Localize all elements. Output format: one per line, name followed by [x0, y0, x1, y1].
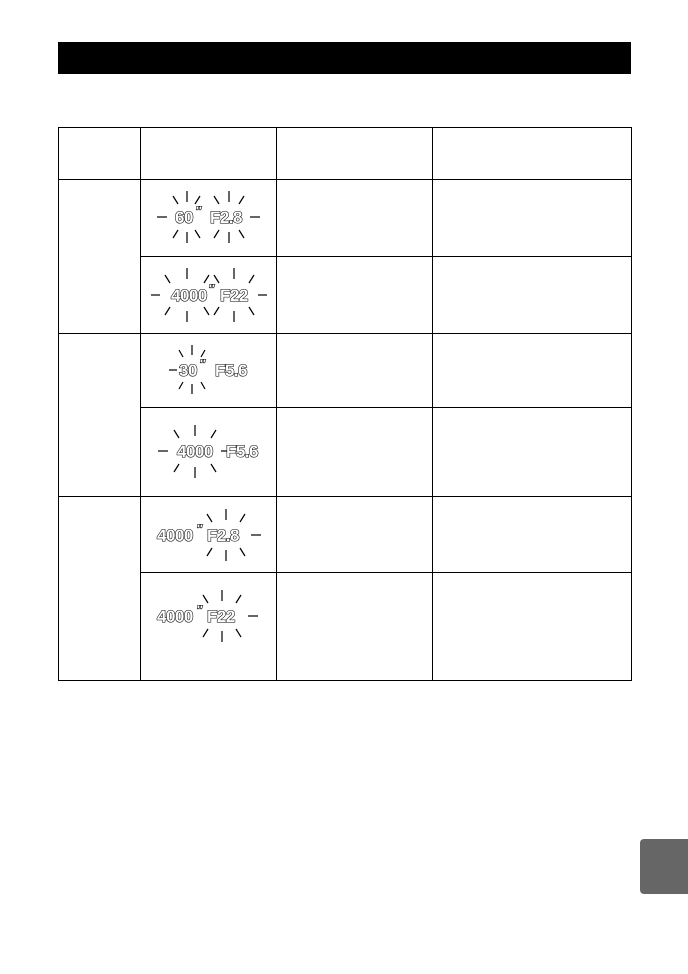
mode-cell: [59, 180, 141, 334]
mode-cell: [59, 497, 141, 681]
action-cell: [433, 180, 632, 257]
action-cell: [433, 573, 632, 681]
viewfinder-display: [141, 257, 277, 334]
condition-cell: [277, 334, 433, 408]
table-row: [59, 180, 632, 257]
viewfinder-display-cell: [141, 497, 277, 573]
aperture-text: F22: [207, 607, 235, 626]
table-row: [59, 257, 632, 334]
table-header-row: [59, 128, 632, 180]
section-title-bar: [58, 42, 631, 74]
flash-rays-icon: [157, 191, 260, 243]
mode-cell: [59, 334, 141, 497]
shutter-speed-text: 4000: [177, 442, 213, 461]
table-row: [59, 334, 632, 408]
table-row: [59, 408, 632, 497]
aperture-text: F5.6: [215, 361, 248, 380]
shutter-speed-text: 4000: [171, 286, 207, 305]
condition-cell: [277, 497, 433, 573]
aperture-text: F2.8: [210, 208, 243, 227]
action-cell: [433, 257, 632, 334]
condition-cell: [277, 180, 433, 257]
aperture-text: F5.6: [226, 442, 259, 461]
shutter-speed-text: 60: [175, 208, 193, 227]
seconds-mark: ″: [196, 204, 202, 218]
header-display: [141, 128, 277, 180]
shutter-speed-text: 4000: [157, 526, 193, 545]
exposure-warning-table: [58, 127, 632, 681]
action-cell: [433, 497, 632, 573]
seconds-mark: ″: [197, 522, 203, 536]
viewfinder-display-cell: [141, 334, 277, 408]
condition-cell: [277, 408, 433, 497]
action-cell: [433, 408, 632, 497]
viewfinder-display: [141, 497, 277, 573]
header-condition: [277, 128, 433, 180]
shutter-speed-text: 30: [179, 361, 197, 380]
viewfinder-display: [141, 334, 277, 408]
action-cell: [433, 334, 632, 408]
condition-cell: [277, 573, 433, 681]
seconds-mark: ″: [209, 282, 215, 296]
header-action: [433, 128, 632, 180]
aperture-text: F22: [220, 286, 248, 305]
viewfinder-display: [141, 573, 277, 681]
shutter-speed-text: 4000: [157, 607, 193, 626]
header-mode: [59, 128, 141, 180]
viewfinder-display: [141, 408, 277, 497]
seconds-mark: ″: [200, 357, 206, 371]
aperture-text: F2.8: [207, 526, 240, 545]
viewfinder-display-cell: [141, 408, 277, 497]
viewfinder-display-cell: [141, 257, 277, 334]
seconds-mark: ″: [197, 603, 203, 617]
viewfinder-display: [141, 180, 277, 257]
condition-cell: [277, 257, 433, 334]
table-row: [59, 497, 632, 573]
viewfinder-display-cell: [141, 573, 277, 681]
table-row: [59, 573, 632, 681]
viewfinder-display-cell: [141, 180, 277, 257]
chapter-tab-marker: [640, 839, 688, 894]
